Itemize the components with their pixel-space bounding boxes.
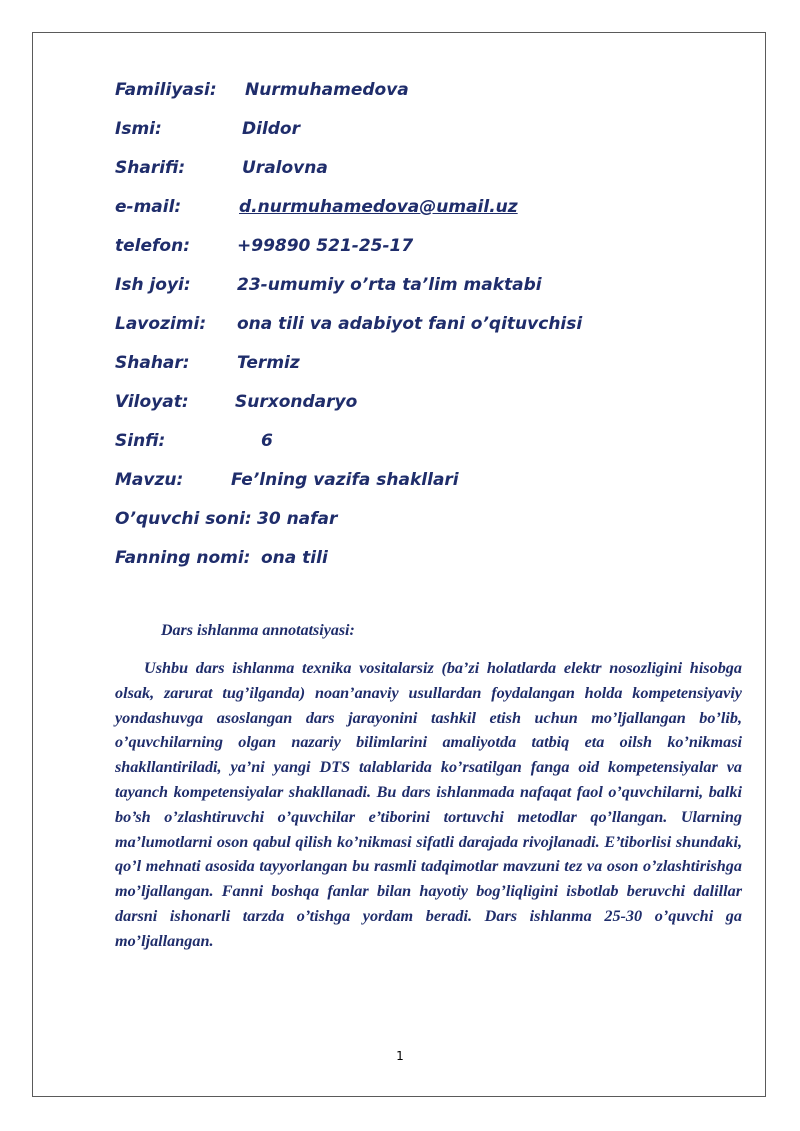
region-value: Surxondaryo [235, 392, 358, 412]
patronymic-value: Uralovna [242, 158, 328, 178]
annotation-text: Ushbu dars ishlanma texnika vositalarsiz (ba’zi holatlarda elektr nosozligini hisobga olsak, zarurat tug’ilganda) noan’anaviy usullardan foydalangan holda kompetensiyaviy yondashuvga asoslangan dars jarayonini tashkil etish uchun mo’ljallangan bo’lib, o’quvchilarning olgan nazariy bilimlarini amaliyotda tatbiq eta oilsh ko’nikmasi shakllantiriladi, ya’ni yangi DTS talablarida ko’rsatilgan fanga oid kompetensiyalar va tayanch kompetensiyalar shakllanadi. Bu dars ishlanmada nafaqat faol o’quvchilarni, balki bo’sh o’zlashtiruvchi o’quvchilar e’tiborini tortuvchi metodlar qo’llangan. Ularning ma’lumotlarni oson qabul qilish ko’nikmasi sifatli darajada rivojlanadi. E’tiborlisi shundaki, qo’l mehnati asosida tayyorlangan bu rasmli tadqimotlar mavzuni tez va oson o’zlashtirishga mo’ljallangan. Fanni boshqa fanlar bilan hayotiy bog’liqligini isbotlab beruvchi dalillar darsni ishonarli tarzda o’tishga yordam beradi. Dars ishlanma 25-30 o’quvchi ga mo’ljallangan. [115, 659, 742, 950]
patronymic-label: Sharifi: [115, 158, 186, 178]
workplace-label: Ish joyi: [115, 275, 191, 295]
city-value: Termiz [237, 353, 300, 373]
subject-label: Fanning nomi: [115, 548, 251, 568]
annotation-title: Dars ishlanma annotatsiyasi: [161, 622, 355, 639]
name-label: Ismi: [115, 119, 162, 139]
grade-value: 6 [261, 431, 273, 451]
topic-value: Fe’lning vazifa shakllari [231, 470, 459, 490]
topic-label: Mavzu: [115, 470, 184, 490]
city-label: Shahar: [115, 353, 190, 373]
surname-value: Nurmuhamedova [245, 80, 409, 100]
email-link[interactable]: d.nurmuhamedova@umail.uz [239, 197, 518, 217]
surname-label: Familiyasi: [115, 80, 217, 100]
name-value: Dildor [242, 119, 300, 139]
phone-label: telefon: [115, 236, 190, 256]
subject-value: ona tili [261, 548, 328, 568]
students-value: 30 nafar [257, 509, 338, 529]
position-label: Lavozimi: [115, 314, 207, 334]
phone-value: +99890 521-25-17 [237, 236, 414, 256]
email-label: e-mail: [115, 197, 182, 217]
position-value: ona tili va adabiyot fani o’qituvchisi [237, 314, 583, 334]
workplace-value: 23-umumiy o’rta ta’lim maktabi [237, 275, 542, 295]
grade-label: Sinfi: [115, 431, 166, 451]
page-number: 1 [396, 1049, 404, 1063]
region-label: Viloyat: [115, 392, 189, 412]
students-label: O’quvchi soni: [115, 509, 252, 529]
